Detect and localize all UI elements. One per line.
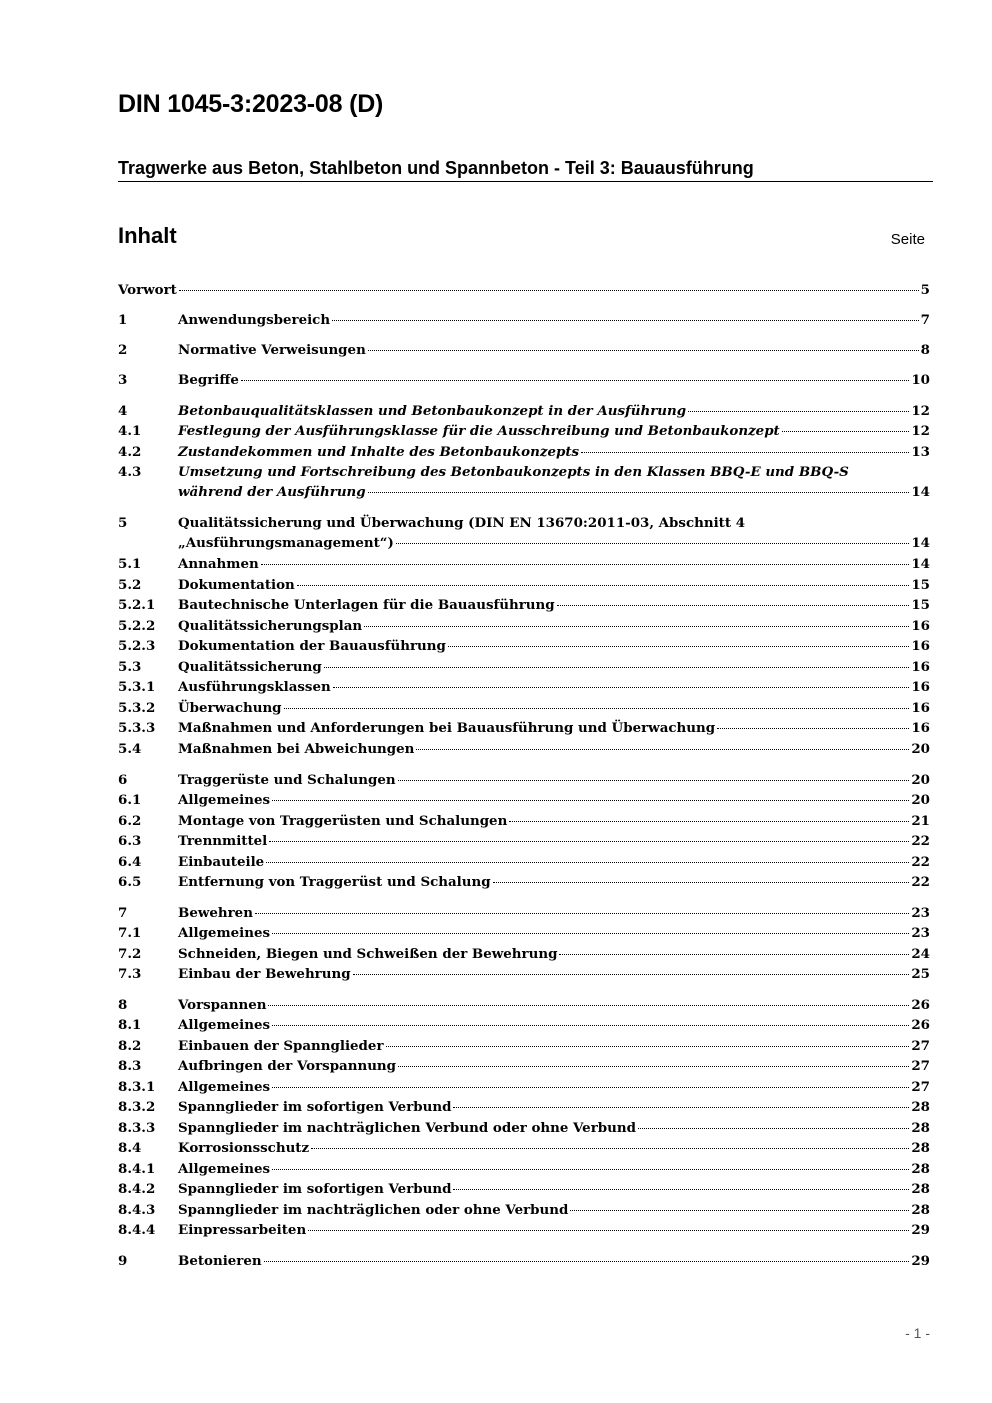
toc-entry[interactable] <box>118 1251 930 1271</box>
toc-leader <box>272 800 909 801</box>
toc-entry-number: 5.2.3 <box>118 638 156 654</box>
toc-leader <box>324 667 910 668</box>
toc-leader <box>308 1230 909 1231</box>
toc-entry[interactable] <box>118 718 930 738</box>
toc-entry[interactable] <box>118 513 930 554</box>
toc-entry-title: Spannglieder im nachträglichen oder ohne Verbund <box>178 1202 569 1218</box>
toc-entry-page: 16 <box>911 679 930 695</box>
toc-entry-title: Normative Verweisungen <box>178 342 366 358</box>
toc-entry[interactable] <box>118 340 930 360</box>
toc-entry-page: 26 <box>911 1017 930 1033</box>
toc-entry[interactable] <box>118 636 930 656</box>
toc-entry-title-line1: Umsetzung und Fortschreibung des Betonbaukonzepts in den Klassen BBQ-E und BBQ-S <box>178 464 849 480</box>
toc-entry-page: 26 <box>911 997 930 1013</box>
toc-leader <box>333 687 910 688</box>
toc-entry-number: 6 <box>118 772 128 788</box>
document-subtitle: Tragwerke aus Beton, Stahlbeton und Spannbeton - Teil 3: Bauausführung <box>118 158 933 182</box>
toc-leader <box>284 708 910 709</box>
toc-leader <box>453 1107 909 1108</box>
toc-entry-page: 16 <box>911 638 930 654</box>
toc-entry[interactable] <box>118 1200 930 1220</box>
toc-entry-title: Annahmen <box>178 556 259 572</box>
toc-entry[interactable] <box>118 944 930 964</box>
toc-entry-title: Qualitätssicherungsplan <box>178 618 363 634</box>
toc-entry-title: Aufbringen der Vorspannung <box>178 1058 397 1074</box>
toc-entry-page: 22 <box>911 854 930 870</box>
toc-entry-title: Allgemeines <box>178 1079 271 1095</box>
toc-leader <box>638 1128 909 1129</box>
toc-entry[interactable] <box>118 1077 930 1097</box>
toc-leader <box>581 452 909 453</box>
toc-entry[interactable] <box>118 831 930 851</box>
toc-entry[interactable] <box>118 923 930 943</box>
toc-leader <box>261 564 910 565</box>
toc-entry-page: 12 <box>911 423 930 439</box>
toc-entry-number: 8.3.1 <box>118 1079 156 1095</box>
toc-leader <box>398 780 910 781</box>
toc-entry[interactable] <box>118 554 930 574</box>
toc-entry[interactable] <box>118 1036 930 1056</box>
toc-leader <box>269 841 909 842</box>
toc-entry[interactable] <box>118 1097 930 1117</box>
toc-entry-page: 16 <box>911 618 930 634</box>
toc-entry-number: 4.3 <box>118 464 142 480</box>
toc-entry-title: „Ausführungsmanagement“) <box>178 535 394 551</box>
toc-entry-title: Begriffe <box>178 372 239 388</box>
toc-entry-number: 8.2 <box>118 1038 142 1054</box>
toc-entry-page: 28 <box>911 1140 930 1156</box>
toc-entry[interactable] <box>118 575 930 595</box>
toc-leader <box>368 350 919 351</box>
toc-entry-number: 6.3 <box>118 833 142 849</box>
toc-entry-page: 15 <box>911 577 930 593</box>
toc-entry-title: Festlegung der Ausführungsklasse für die Ausschreibung und Betonbaukonzept <box>178 423 780 439</box>
toc-leader <box>297 585 910 586</box>
toc-entry[interactable] <box>118 462 930 503</box>
toc-entry-title: Entfernung von Traggerüst und Schalung <box>178 874 491 890</box>
toc-entry-title: Spannglieder im sofortigen Verbund <box>178 1181 452 1197</box>
toc-entry-title: Einbau der Bewehrung <box>178 966 351 982</box>
toc-entry[interactable] <box>118 964 930 984</box>
toc-entry-number: 6.5 <box>118 874 142 890</box>
toc-entry-title: Schneiden, Biegen und Schweißen der Bewehrung <box>178 946 558 962</box>
toc-entry-number: 8.3 <box>118 1058 142 1074</box>
toc-leader <box>272 933 909 934</box>
toc-entry[interactable] <box>118 790 930 810</box>
toc-entry-number: 8.1 <box>118 1017 142 1033</box>
toc-entry-title: Maßnahmen und Anforderungen bei Bauausführung und Überwachung <box>178 720 716 736</box>
toc-leader <box>255 913 909 914</box>
toc-entry-title: Allgemeines <box>178 1161 271 1177</box>
toc-entry[interactable] <box>118 442 930 462</box>
toc-entry-title: Bautechnische Unterlagen für die Bauausführung <box>178 597 555 613</box>
toc-entry-number: 5.3 <box>118 659 142 675</box>
toc-entry-page: 14 <box>911 484 930 500</box>
toc-leader <box>272 1087 909 1088</box>
toc-leader <box>268 1005 909 1006</box>
toc-entry-title: Einbauen der Spannglieder <box>178 1038 384 1054</box>
toc-entry-page: 13 <box>911 444 930 460</box>
toc-entry-number: 5.4 <box>118 741 142 757</box>
toc-entry[interactable] <box>118 1056 930 1076</box>
toc-entry-number: 6.1 <box>118 792 142 808</box>
toc-entry-number: 5.1 <box>118 556 142 572</box>
toc-entry-number: 5.2 <box>118 577 142 593</box>
toc-entry-number: 8.4.2 <box>118 1181 156 1197</box>
toc-entry-page: 20 <box>911 772 930 788</box>
toc-entry-number: 7.2 <box>118 946 142 962</box>
toc-entry-number: 8.4.3 <box>118 1202 156 1218</box>
toc-leader <box>493 882 910 883</box>
toc-entry-page: 21 <box>911 813 930 829</box>
toc-entry-title: Spannglieder im nachträglichen Verbund oder ohne Verbund <box>178 1120 636 1136</box>
toc-entry-page: 22 <box>911 833 930 849</box>
toc-entry-title: Zustandekommen und Inhalte des Betonbaukonzepts <box>178 444 580 460</box>
toc-entry-title-line1: Qualitätssicherung und Überwachung (DIN EN 13670:2011-03, Abschnitt 4 <box>178 515 746 531</box>
toc-entry[interactable] <box>118 310 930 330</box>
toc-entry-page: 28 <box>911 1161 930 1177</box>
toc-entry-page: 14 <box>911 556 930 572</box>
toc-entry-number: 8.4 <box>118 1140 142 1156</box>
document-title: DIN 1045-3:2023-08 (D) <box>118 90 384 118</box>
toc-entry[interactable] <box>118 995 930 1015</box>
toc-leader <box>557 605 910 606</box>
toc-entry-title: Spannglieder im sofortigen Verbund <box>178 1099 452 1115</box>
toc-entry-number: 5.2.1 <box>118 597 156 613</box>
toc-entry-page: 28 <box>911 1099 930 1115</box>
toc-leader <box>241 380 910 381</box>
toc-entry-number: 6.4 <box>118 854 142 870</box>
toc-entry-number: 7.3 <box>118 966 142 982</box>
toc-entry-title: Dokumentation <box>178 577 295 593</box>
toc-leader <box>448 646 910 647</box>
toc-entry-page: 7 <box>920 312 930 328</box>
toc-entry-page: 29 <box>911 1222 930 1238</box>
toc-entry-title: während der Ausführung <box>178 484 366 500</box>
toc-leader <box>332 320 919 321</box>
toc-entry[interactable] <box>118 811 930 831</box>
toc-entry[interactable] <box>118 1118 930 1138</box>
toc-entry-number: 5.2.2 <box>118 618 156 634</box>
toc-leader <box>364 626 909 627</box>
toc-entry-page: 16 <box>911 720 930 736</box>
toc-entry-number: 8 <box>118 997 128 1013</box>
toc-entry-number: 5.3.3 <box>118 720 156 736</box>
toc-entry[interactable] <box>118 616 930 636</box>
toc-entry-title: Korrosionsschutz <box>178 1140 310 1156</box>
toc-page-column-label: Seite <box>890 231 925 248</box>
toc-entry[interactable] <box>118 421 930 441</box>
toc-entry-number: 7 <box>118 905 128 921</box>
toc-entry-page: 27 <box>911 1038 930 1054</box>
toc-entry[interactable] <box>118 370 930 390</box>
toc-entry[interactable] <box>118 595 930 615</box>
toc-leader <box>688 411 909 412</box>
toc-entry[interactable] <box>118 1015 930 1035</box>
toc-entry-page: 23 <box>911 925 930 941</box>
toc-entry-page: 12 <box>911 403 930 419</box>
toc-leader <box>509 821 909 822</box>
toc-entry[interactable] <box>118 1220 930 1240</box>
toc-entry-title: Anwendungsbereich <box>178 312 331 328</box>
toc-leader <box>353 974 910 975</box>
toc-entry-title: Dokumentation der Bauausführung <box>178 638 446 654</box>
toc-entry-title: Vorspannen <box>178 997 267 1013</box>
toc-entry-page: 10 <box>911 372 930 388</box>
toc-entry-page: 27 <box>911 1079 930 1095</box>
toc-entry-page: 5 <box>920 282 930 298</box>
toc-heading: Inhalt <box>118 223 177 248</box>
toc-entry-title: Traggerüste und Schalungen <box>178 772 396 788</box>
toc-entry[interactable] <box>118 770 930 790</box>
toc-entry[interactable] <box>118 677 930 697</box>
toc-leader <box>782 431 910 432</box>
toc-entry-title: Trennmittel <box>178 833 268 849</box>
toc-entry-title: Maßnahmen bei Abweichungen <box>178 741 415 757</box>
toc-entry-page: 28 <box>911 1181 930 1197</box>
toc-entry-page: 15 <box>911 597 930 613</box>
toc-entry-number: 6.2 <box>118 813 142 829</box>
toc-entry[interactable] <box>118 872 930 892</box>
toc-entry-number: 8.3.2 <box>118 1099 156 1115</box>
toc-entry[interactable] <box>118 698 930 718</box>
toc-entry-page: 8 <box>920 342 930 358</box>
toc-leader <box>311 1148 909 1149</box>
toc-entry-title: Einpressarbeiten <box>178 1222 307 1238</box>
toc-entry[interactable] <box>118 1138 930 1158</box>
toc-entry-page: 23 <box>911 905 930 921</box>
toc-entry-number: 7.1 <box>118 925 142 941</box>
toc-entry-title: Montage von Traggerüsten und Schalungen <box>178 813 508 829</box>
toc-entry-number: 4.1 <box>118 423 142 439</box>
toc-entry-number: 1 <box>118 312 128 328</box>
toc-entry-title: Überwachung <box>178 700 282 716</box>
page-number: - 1 - <box>905 1325 930 1341</box>
toc-entry-vorwort[interactable] <box>118 280 930 300</box>
toc-entry-number: 9 <box>118 1253 128 1269</box>
toc-entry-title: Einbauteile <box>178 854 265 870</box>
toc-entry-page: 14 <box>911 535 930 551</box>
toc-leader <box>398 1066 909 1067</box>
toc-entry[interactable] <box>118 401 930 421</box>
toc-leader <box>570 1210 909 1211</box>
toc-entry-title: Ausführungsklassen <box>178 679 331 695</box>
toc-entry-title: Allgemeines <box>178 1017 271 1033</box>
toc-entry-page: 28 <box>911 1120 930 1136</box>
toc-entry-page: 28 <box>911 1202 930 1218</box>
toc-leader <box>179 290 919 291</box>
toc-entry-number: 3 <box>118 372 128 388</box>
toc-entry-number: 5.3.2 <box>118 700 156 716</box>
toc-entry[interactable] <box>118 1159 930 1179</box>
toc-leader <box>272 1169 909 1170</box>
toc-entry-number: 8.4.1 <box>118 1161 156 1177</box>
toc-entry-number: 5.3.1 <box>118 679 156 695</box>
toc-entry-number: 8.3.3 <box>118 1120 156 1136</box>
toc-entry-page: 24 <box>911 946 930 962</box>
toc-entry[interactable] <box>118 852 930 872</box>
toc-entry-title: Allgemeines <box>178 925 271 941</box>
toc-leader <box>266 862 909 863</box>
toc-entry-page: 29 <box>911 1253 930 1269</box>
toc-entry-page: 27 <box>911 1058 930 1074</box>
toc-entry-title: Betonbauqualitätsklassen und Betonbaukonzept in der Ausführung <box>178 403 687 419</box>
toc-leader <box>386 1046 910 1047</box>
toc-entry-page: 20 <box>911 792 930 808</box>
toc-entry[interactable] <box>118 903 930 923</box>
toc-entry-title: Bewehren <box>178 905 253 921</box>
toc-entry-title: Vorwort <box>118 282 177 298</box>
toc-entry[interactable] <box>118 1179 930 1199</box>
toc-entry-number: 8.4.4 <box>118 1222 156 1238</box>
toc-entry-page: 16 <box>911 659 930 675</box>
toc-entry-number: 4 <box>118 403 128 419</box>
toc-entry-page: 25 <box>911 966 930 982</box>
toc-entry-title: Allgemeines <box>178 792 271 808</box>
toc-leader <box>559 954 909 955</box>
toc-leader <box>396 543 910 544</box>
toc-leader <box>453 1189 909 1190</box>
toc-leader <box>717 728 909 729</box>
toc-entry-number: 5 <box>118 515 128 531</box>
toc-entry-title: Qualitätssicherung <box>178 659 322 675</box>
toc-entry-page: 20 <box>911 741 930 757</box>
toc-entry-title: Betonieren <box>178 1253 262 1269</box>
toc-leader <box>264 1261 910 1262</box>
toc-leader <box>272 1025 909 1026</box>
toc-entry-number: 4.2 <box>118 444 142 460</box>
toc-entry[interactable] <box>118 739 930 759</box>
toc-entry[interactable] <box>118 657 930 677</box>
toc-leader <box>416 749 909 750</box>
toc-entry-number: 2 <box>118 342 128 358</box>
toc-entry-page: 16 <box>911 700 930 716</box>
toc-entry-page: 22 <box>911 874 930 890</box>
toc-leader <box>368 492 910 493</box>
